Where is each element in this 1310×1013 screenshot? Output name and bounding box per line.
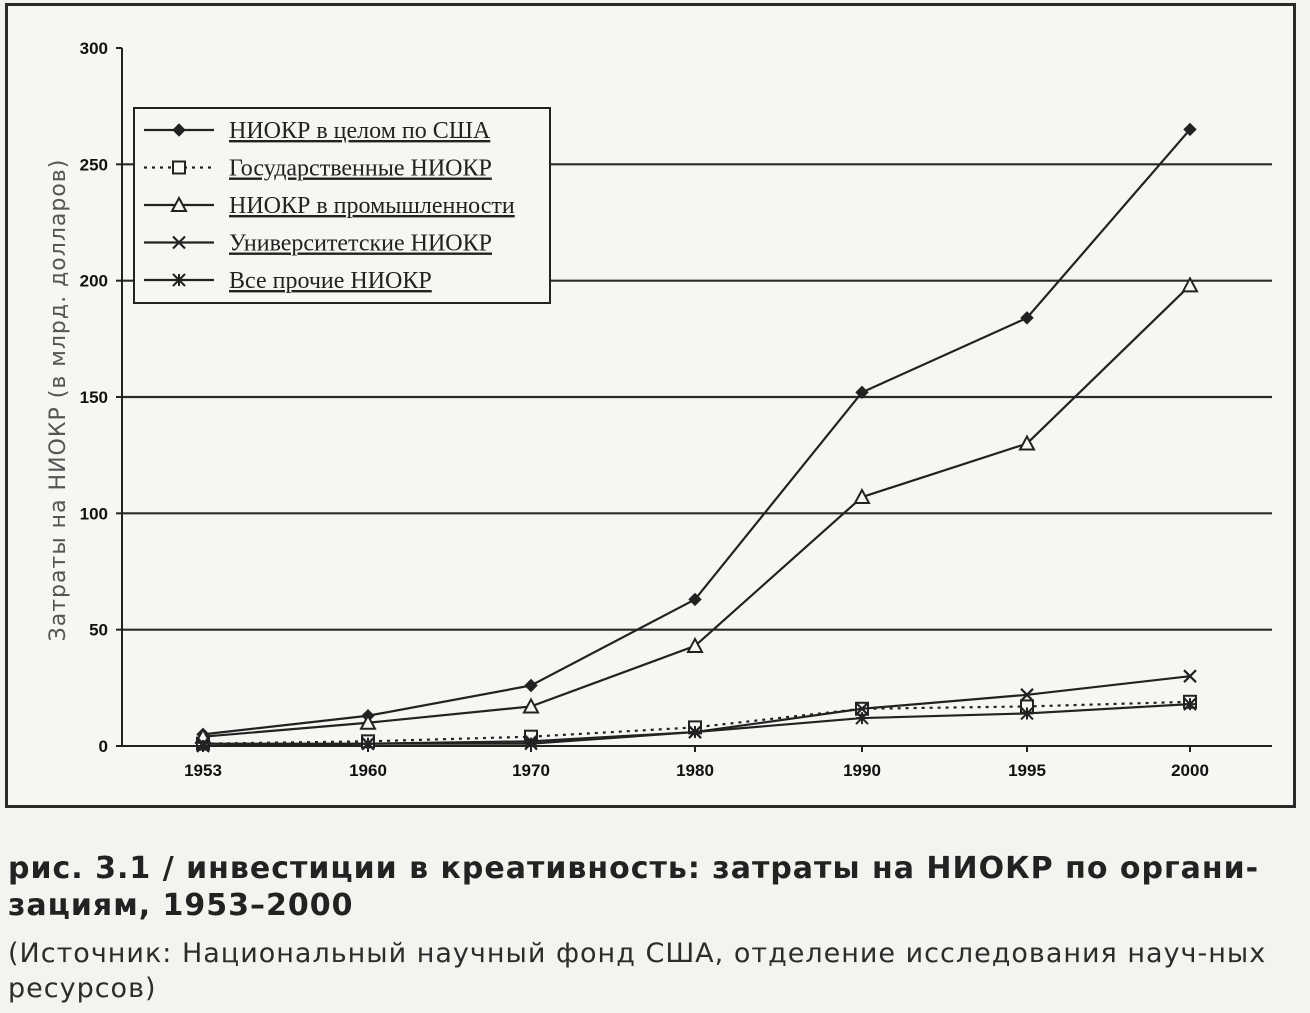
legend-label: НИОКР в целом по США: [229, 118, 491, 144]
legend-label: Государственные НИОКР: [229, 155, 492, 182]
series-2: [196, 278, 1197, 742]
x-tick-label: 2000: [1171, 761, 1209, 780]
data-point: [689, 726, 701, 738]
data-point: [525, 738, 537, 750]
data-point: [856, 712, 868, 724]
x-tick-label: 1960: [349, 761, 387, 780]
legend-label: НИОКР в промышленности: [229, 193, 515, 219]
series-1: [197, 696, 1196, 750]
legend: [134, 108, 550, 303]
legend-marker: [173, 274, 185, 286]
y-tick-label: 100: [79, 504, 108, 524]
data-point: [525, 680, 537, 692]
legend-label: Все прочие НИОКР: [229, 268, 432, 294]
x-tick-label: 1953: [184, 761, 222, 780]
y-axis-title: Затраты на НИОКР (в млрд. долларов): [46, 158, 71, 642]
x-tick-label: 1980: [676, 761, 714, 780]
y-tick-label: 200: [79, 271, 108, 291]
y-tick-label: 250: [79, 155, 108, 175]
y-tick-label: 50: [89, 620, 108, 640]
figure-caption-source: (Источник: Национальный научный фонд США, отделение исследования науч-ных ресурсов): [8, 938, 1267, 1004]
x-tick-label: 1970: [512, 761, 550, 780]
x-tick-label: 1990: [843, 761, 881, 780]
legend-marker: [173, 162, 185, 174]
legend-label: Университетские НИОКР: [229, 230, 492, 257]
data-point: [1184, 698, 1196, 710]
figure-caption-title: рис. 3.1 / инвестиции в креативность: затраты на НИОКР по органи-зациям, 1953–2000: [8, 851, 1260, 923]
series-3: [197, 670, 1196, 749]
y-tick-label: 150: [79, 388, 108, 407]
y-tick-label: 300: [79, 39, 108, 58]
y-tick-label: 0: [98, 737, 108, 756]
data-point: [362, 738, 374, 750]
data-point: [197, 740, 209, 752]
x-tick-label: 1995: [1008, 761, 1046, 780]
data-point: [1021, 707, 1033, 719]
series-line: [203, 285, 1190, 736]
